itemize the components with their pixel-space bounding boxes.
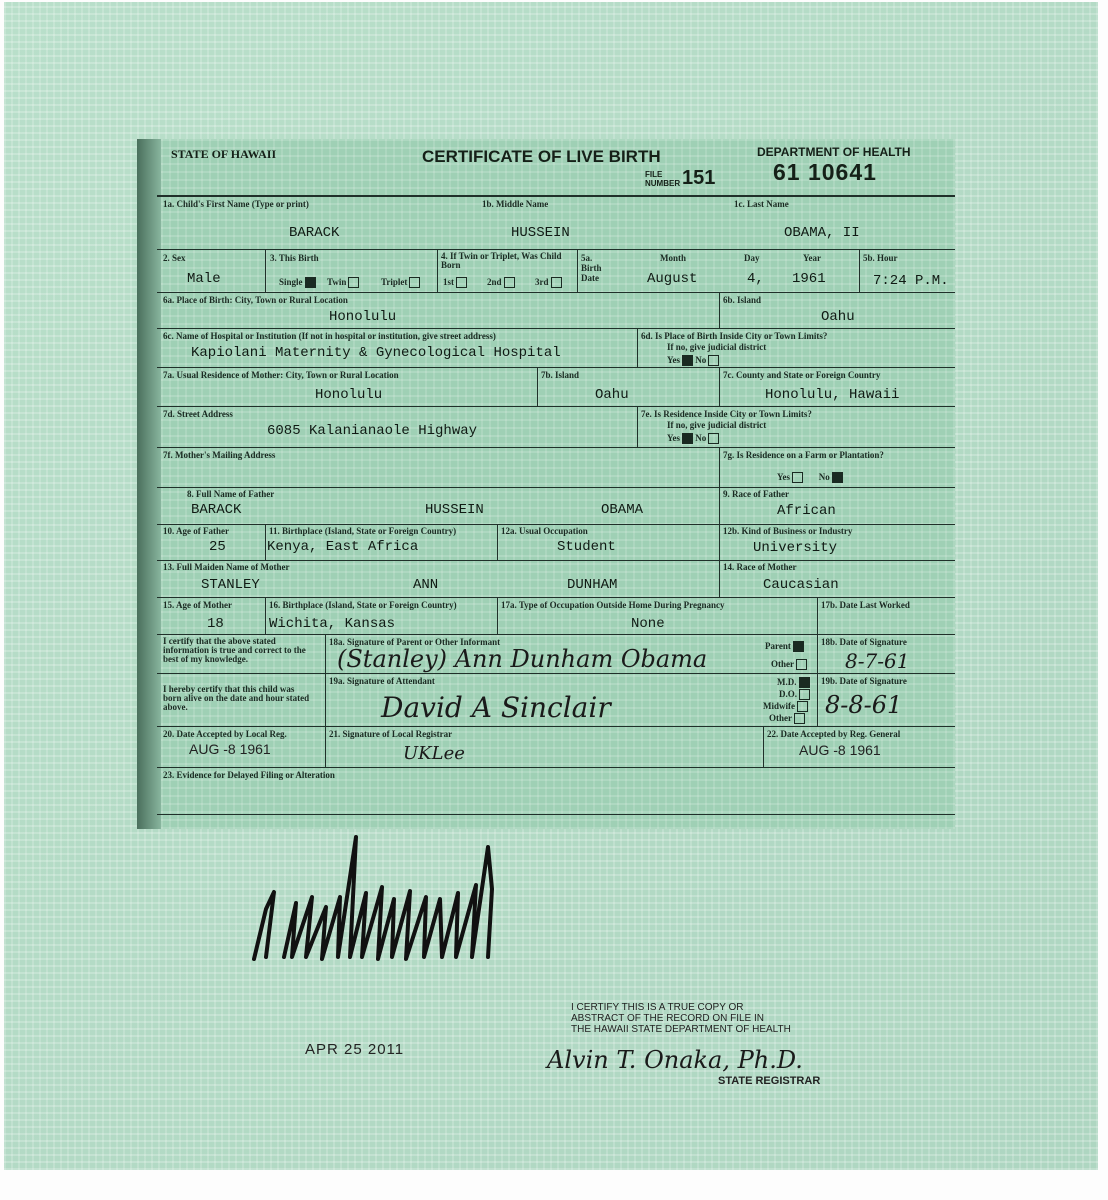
certify-line-1: I CERTIFY THIS IS A TRUE COPY OR [571,1002,744,1013]
father-age: 25 [209,539,226,555]
option-twin: Twin [327,277,359,288]
copy-certification [571,1002,791,1035]
mother-race: Caucasian [763,577,839,593]
birth-certificate [137,139,955,829]
inside-city-answer: Yes No [667,355,719,366]
informant-date: 8-7-61 [845,649,910,673]
label-this-birth: 3. This Birth [270,253,319,263]
label-hospital: 6c. Name of Hospital or Institution (If not in hospital or institution, give street address) [163,331,496,341]
label-island: 6b. Island [723,295,762,305]
label-sex: 2. Sex [163,253,186,263]
checkbox-triplet [409,277,420,288]
option-second: 2nd [487,277,515,288]
label-judicial-district-2: If no, give judicial district [667,420,767,430]
informant-certification: I certify that the above stated information is true and correct to the best of my knowledge. [163,636,306,664]
sex-value: Male [187,271,221,287]
mother-age: 18 [207,616,224,632]
file-number-label: FILE NUMBER [645,170,681,188]
label-residence-inside: 7e. Is Residence Inside City or Town Limits? [641,409,812,419]
label-hour: 5b. Hour [863,253,898,263]
birth-month: August [647,271,698,287]
label-informant-date: 18b. Date of Signature [821,637,907,647]
autograph-signature [244,817,514,977]
issue-date-stamp: APR 25 2011 [305,1041,405,1058]
label-mother-birthplace: 16. Birthplace (Island, State or Foreign Country) [269,600,457,610]
checkbox-single-checked [305,277,316,288]
label-father-race: 9. Race of Father [723,489,789,499]
birth-city: Honolulu [329,309,397,325]
label-judicial-district: If no, give judicial district [667,342,767,352]
father-last: OBAMA [601,502,644,518]
label-mother-age: 15. Age of Mother [163,600,232,610]
father-industry: University [753,540,838,556]
father-birthplace: Kenya, East Africa [267,539,419,555]
label-mother-occupation: 17a. Type of Occupation Outside Home During Pregnancy [501,600,725,610]
father-occupation: Student [557,539,616,555]
label-day: Day [744,253,760,263]
label-twin-order: 4. If Twin or Triplet, Was Child Born [441,251,562,270]
label-local-registrar: 21. Signature of Local Registrar [329,729,453,739]
option-md: M.D. [777,677,810,688]
label-father-name: 8. Full Name of Father [187,489,275,499]
label-last-name: 1c. Last Name [734,199,789,209]
certify-line-2: ABSTRACT OF THE RECORD ON FILE IN [571,1013,764,1024]
father-first: BARACK [191,502,242,518]
label-father-birthplace: 11. Birthplace (Island, State or Foreign Country) [269,526,457,536]
department-title: DEPARTMENT OF HEALTH [757,145,911,159]
label-informant-signature: 18a. Signature of Parent or Other Informant [329,637,501,647]
label-delayed-filing: 23. Evidence for Delayed Filing or Alteration [163,770,335,780]
mother-island: Oahu [595,387,629,403]
label-reg-general-date: 22. Date Accepted by Reg. General [767,729,901,739]
option-parent: Parent [765,641,804,652]
mother-first: STANLEY [201,577,260,593]
birth-island: Oahu [821,309,855,325]
row-rule [157,249,955,250]
option-other-attendant: Other [769,713,805,724]
file-number: 151 [682,167,716,189]
option-do: D.O. [779,689,810,700]
label-middle-name: 1b. Middle Name [482,199,549,209]
label-farm: 7g. Is Residence on a Farm or Plantation? [723,450,884,460]
attendant-date: 8-8-61 [825,691,903,719]
informant-signature: (Stanley) Ann Dunham Obama [337,645,708,673]
checkbox-twin [348,277,359,288]
label-county-state: 7c. County and State or Foreign Country [723,370,881,380]
attendant-signature: David A Sinclair [381,691,611,724]
mother-middle: ANN [413,577,439,593]
street-address: 6085 Kalanianaole Highway [267,423,478,439]
father-race: African [777,503,836,519]
farm-answer: Yes No [777,472,843,483]
label-mother-residence: 7a. Usual Residence of Mother: City, Town or Rural Location [163,370,399,380]
state-title: STATE OF HAWAII [171,147,277,161]
father-middle: HUSSEIN [425,502,484,518]
mother-occupation: None [631,616,665,632]
child-middle-name: HUSSEIN [511,225,570,241]
reg-general-date: AUG -8 1961 [799,742,881,758]
label-date-last-worked: 17b. Date Last Worked [821,600,910,610]
label-first-name: 1a. Child's First Name (Type or print) [163,199,309,209]
certificate-title: CERTIFICATE OF LIVE BIRTH [422,147,661,166]
label-year: Year [803,253,821,263]
child-last-name: OBAMA, II [784,225,860,241]
option-single: Single [279,277,316,288]
option-third: 3rd [535,277,562,288]
certificate-paper [4,2,1098,1170]
label-mother-island: 7b. Island [541,370,580,380]
option-first: 1st [443,277,467,288]
label-attendant-signature: 19a. Signature of Attendant [329,676,435,686]
residence-inside-answer: Yes No [667,433,719,444]
label-birth-date: 5a. Birth Date [581,253,602,283]
label-local-reg-date: 20. Date Accepted by Local Reg. [163,729,287,739]
certificate-number: 61 10641 [773,159,877,185]
label-mailing-address: 7f. Mother's Mailing Address [163,450,276,460]
option-triplet: Triplet [381,277,420,288]
local-reg-date: AUG -8 1961 [189,741,271,757]
mother-birthplace: Wichita, Kansas [269,616,396,632]
local-registrar-signature: UKLee [403,743,465,764]
attendant-certification: I hereby certify that this child was born alive on the date and hour stated above. [163,684,310,712]
birth-hour: 7:24 P.M. [873,273,949,289]
label-place-of-birth: 6a. Place of Birth: City, Town or Rural Location [163,295,348,305]
birth-day: 4, [747,271,764,287]
option-midwife: Midwife [763,701,808,712]
mother-city: Honolulu [315,387,383,403]
label-father-industry: 12b. Kind of Business or Industry [723,526,853,536]
label-mother-maiden: 13. Full Maiden Name of Mother [163,562,290,572]
option-other: Other [771,659,807,670]
header-rule [157,195,955,197]
label-inside-city: 6d. Is Place of Birth Inside City or Town Limits? [641,331,828,341]
mother-county: Honolulu, Hawaii [765,387,900,403]
label-mother-race: 14. Race of Mother [723,562,797,572]
registrar-signature: Alvin T. Onaka, Ph.D. [547,1046,803,1074]
hospital-name: Kapiolani Maternity & Gynecological Hospital [191,345,561,361]
label-attendant-date: 19b. Date of Signature [821,676,907,686]
birth-year: 1961 [792,271,826,287]
registrar-title: STATE REGISTRAR [718,1075,821,1087]
mother-last: DUNHAM [567,577,618,593]
label-father-age: 10. Age of Father [163,526,229,536]
label-month: Month [660,253,687,263]
label-father-occupation: 12a. Usual Occupation [501,526,588,536]
child-first-name: BARACK [289,225,340,241]
certify-line-3: THE HAWAII STATE DEPARTMENT OF HEALTH [571,1024,791,1035]
label-street: 7d. Street Address [163,409,233,419]
